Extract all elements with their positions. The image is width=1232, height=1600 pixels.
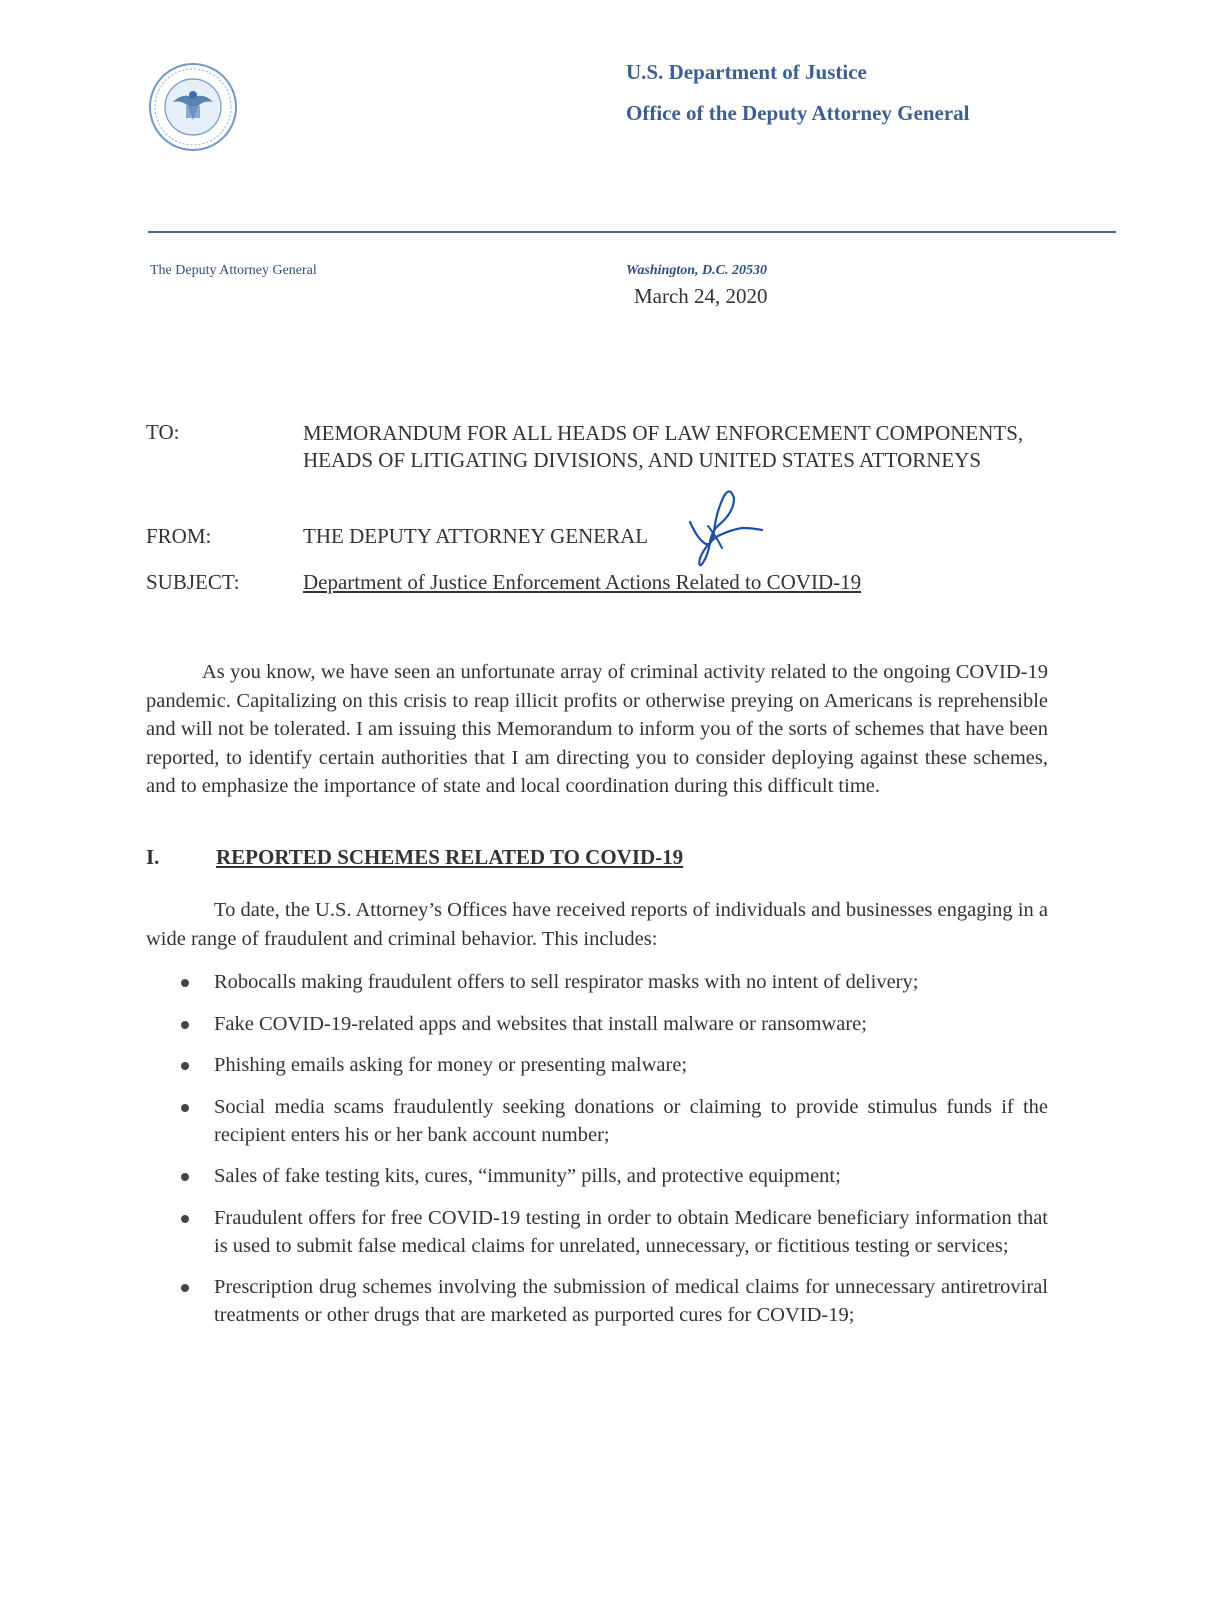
list-item [180, 1273, 1048, 1329]
list-item-text: Fraudulent offers for free COVID-19 testing in order to obtain Medicare beneficiary information that is used to submit false medical claims for unrelated, unnecessary, or fictitious testing or services; [214, 1206, 1048, 1257]
list-item-text: Social media scams fraudulently seeking donations or claiming to provide stimulus funds if the recipient enters his or her bank account number; [214, 1095, 1048, 1146]
bullet-icon [181, 1062, 189, 1070]
letterhead-divider [148, 231, 1116, 233]
from-sender: THE DEPUTY ATTORNEY GENERAL [303, 524, 649, 548]
list-item-text: Phishing emails asking for money or presenting malware; [214, 1054, 688, 1076]
bullet-icon [181, 1104, 189, 1112]
section-intro-paragraph: To date, the U.S. Attorney’s Offices have received reports of individuals and businesses engaging in a wide range of fraudulent and criminal behavior. This includes: [146, 899, 1048, 950]
list-item [180, 968, 1048, 996]
bullet-icon [181, 979, 189, 987]
subject-label: SUBJECT: [146, 570, 240, 594]
list-item [180, 1162, 1048, 1190]
sender-title: The Deputy Attorney General [150, 263, 317, 278]
subject-line: Department of Justice Enforcement Actions Related to COVID-19 [303, 570, 862, 594]
list-item-text: Sales of fake testing kits, cures, “immunity” pills, and protective equipment; [214, 1165, 841, 1187]
section-heading: REPORTED SCHEMES RELATED TO COVID-19 [216, 845, 684, 869]
scheme-list [180, 968, 1048, 1343]
list-item [180, 1051, 1048, 1079]
doj-seal-icon [148, 62, 238, 152]
to-label: TO: [146, 420, 180, 444]
memo-date: March 24, 2020 [634, 284, 768, 308]
list-item-text: Robocalls making fraudulent offers to sell respirator masks with no intent of delivery; [214, 971, 919, 993]
bullet-icon [181, 1173, 189, 1181]
handwritten-signature-icon [672, 482, 772, 574]
intro-paragraph: As you know, we have seen an unfortunate array of criminal activity related to the ongoing COVID-19 pandemic. Capitalizing on this crisis to reap illicit profits or otherwise preying on Americans is reprehensible and will not be tolerated. I am issuing this Memorandum to inform you of the sorts of schemes that have been reported, to identify certain authorities that I am directing you to consider deploying against these schemes, and to emphasize the importance of state and local coordination during this difficult time. [146, 661, 1048, 797]
bullet-icon [181, 1215, 189, 1223]
bullet-icon [181, 1021, 189, 1029]
section-number: I. [146, 845, 160, 869]
department-name: U.S. Department of Justice [626, 60, 867, 84]
list-item [180, 1093, 1048, 1149]
office-name: Office of the Deputy Attorney General [626, 101, 970, 125]
to-recipients: MEMORANDUM FOR ALL HEADS OF LAW ENFORCEMENT COMPONENTS, HEADS OF LITIGATING DIVISIONS, AND UNITED STATES ATTORNEYS [303, 421, 1024, 472]
location-line: Washington, D.C. 20530 [626, 263, 767, 278]
list-item [180, 1010, 1048, 1038]
from-label: FROM: [146, 524, 212, 548]
bullet-icon [181, 1284, 189, 1292]
list-item-text: Prescription drug schemes involving the submission of medical claims for unnecessary antiretroviral treatments or other drugs that are marketed as purported cures for COVID-19; [214, 1276, 1048, 1326]
list-item [180, 1204, 1048, 1260]
list-item-text: Fake COVID-19-related apps and websites that install malware or ransomware; [214, 1012, 867, 1035]
